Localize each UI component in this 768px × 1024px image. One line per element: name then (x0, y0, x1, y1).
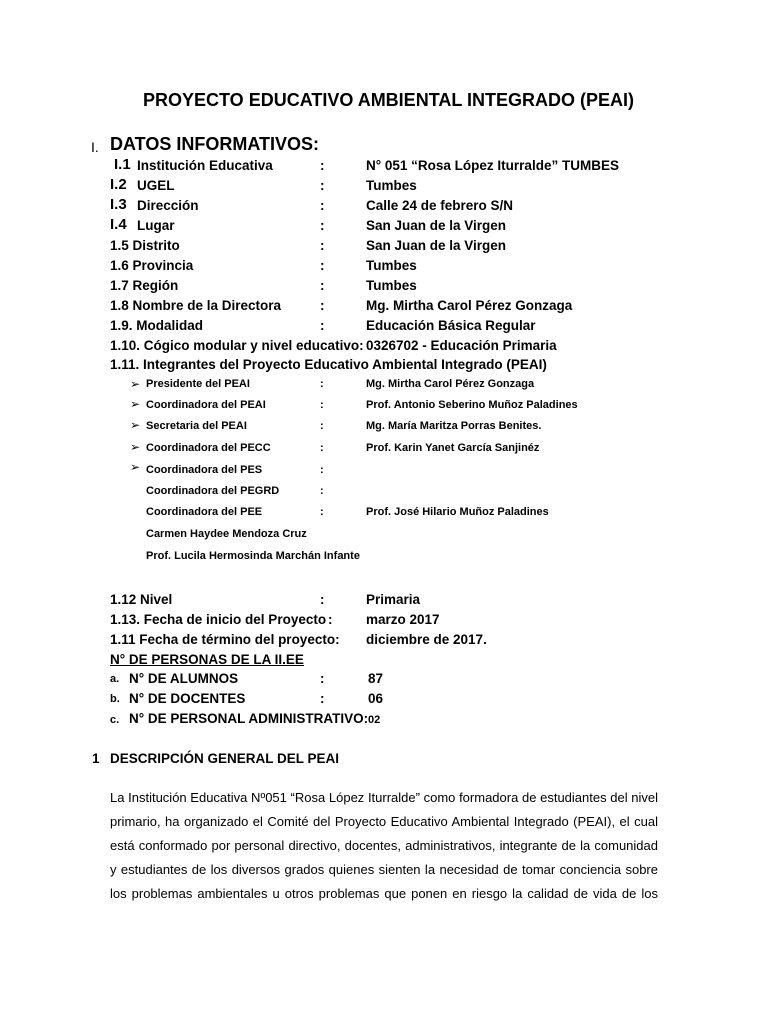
page-title: PROYECTO EDUCATIVO AMBIENTAL INTEGRADO (PEAI) (143, 90, 635, 110)
row-label: 1.10. Cógico modular y nivel educativo: (110, 338, 364, 353)
list-letter: b. (110, 693, 120, 705)
row-label: 1.12 Nivel (110, 592, 173, 607)
row-label: Lugar (137, 218, 175, 233)
arrow-bullet-icon: ➢ (130, 377, 141, 391)
row-label: 1.8 Nombre de la Directora (110, 298, 282, 313)
section-heading: DESCRIPCIÓN GENERAL DEL PEAI (110, 751, 340, 766)
row-number: I.3 (110, 196, 127, 213)
row-value: 0326702 - Educación Primaria (366, 338, 557, 353)
personas-value: 02 (368, 714, 381, 726)
personas-heading: N° DE PERSONAS DE LA II.EE (110, 652, 304, 667)
row-value: Educación Básica Regular (366, 318, 536, 333)
list-letter: a. (110, 673, 120, 685)
arrow-bullet-icon: ➢ (130, 397, 141, 411)
row-separator: : (320, 238, 325, 253)
member-role: Coordinadora del PEGRD (146, 485, 280, 497)
section-number: I. (91, 139, 99, 155)
row-label: Institución Educativa (137, 158, 273, 173)
row-value: Tumbes (366, 178, 417, 193)
member-separator: : (320, 420, 324, 432)
paragraph-line: La Institución Educativa Nº051 “Rosa López Iturralde” como formadora de estudiantes del nivel (110, 790, 658, 805)
member-role: Secretaria del PEAI (146, 420, 247, 432)
row-value: San Juan de la Virgen (366, 238, 507, 253)
row-value: N° 051 “Rosa López Iturralde” TUMBES (366, 158, 619, 173)
member-separator: : (320, 378, 324, 390)
row-label: 1.7 Región (110, 278, 179, 293)
row-label: 1.11. Integrantes del Proyecto Educativo Ambiental Integrado (PEAI) (110, 357, 547, 372)
member-separator: : (320, 485, 324, 497)
member-role: Coordinadora del PECC (146, 442, 271, 454)
member-name: Prof. Karin Yanet García Sanjinéz (366, 442, 540, 454)
row-label: 1.11 Fecha de término del proyecto: (110, 632, 340, 647)
row-number: I.4 (110, 216, 127, 233)
row-number: I.1 (114, 156, 131, 173)
personas-value: 87 (368, 671, 384, 686)
arrow-bullet-icon: ➢ (130, 460, 141, 474)
description-paragraph (110, 786, 658, 906)
arrow-bullet-icon: ➢ (130, 418, 141, 432)
personas-label: N° DE DOCENTES (129, 691, 246, 706)
row-separator: : (320, 278, 325, 293)
member-role: Coordinadora del PEAI (146, 399, 266, 411)
row-label: UGEL (137, 178, 175, 193)
row-separator: : (320, 158, 325, 173)
personas-separator: : (320, 691, 325, 706)
row-value: San Juan de la Virgen (366, 218, 507, 233)
row-label: 1.9. Modalidad (110, 318, 204, 333)
paragraph-line: primario, ha organizado el Comité del Proyecto Educativo Ambiental Integrado (PEAI), el cual (110, 814, 658, 829)
personas-separator: : (320, 671, 325, 686)
row-separator: : (320, 298, 325, 313)
row-label: Dirección (137, 198, 199, 213)
section-heading: DATOS INFORMATIVOS: (110, 134, 319, 154)
personas-value: 06 (368, 691, 384, 706)
row-separator: : (328, 612, 333, 627)
row-label: 1.6 Provincia (110, 258, 194, 273)
row-label: 1.13. Fecha de inicio del Proyecto (110, 612, 327, 627)
list-letter: c. (110, 714, 120, 726)
row-value: Calle 24 de febrero S/N (366, 198, 514, 213)
member-role: Carmen Haydee Mendoza Cruz (146, 528, 307, 540)
member-separator: : (320, 442, 324, 454)
member-separator: : (320, 464, 324, 476)
member-name: Mg. Mirtha Carol Pérez Gonzaga (366, 378, 535, 390)
row-separator: : (320, 318, 325, 333)
row-separator: : (320, 218, 325, 233)
member-role: Prof. Lucila Hermosinda Marchán Infante (146, 550, 360, 562)
row-value: Primaria (366, 592, 421, 607)
paragraph-line: y estudiantes de los diversos grados quienes sienten la necesidad de tomar conciencia sobre (110, 862, 658, 877)
row-separator: : (320, 178, 325, 193)
arrow-bullet-icon: ➢ (130, 440, 141, 454)
row-separator: : (320, 592, 325, 607)
personas-label: N° DE PERSONAL ADMINISTRATIVO: (129, 711, 369, 726)
row-value: Tumbes (366, 278, 417, 293)
section-number: 1 (92, 751, 100, 766)
row-separator: : (320, 198, 325, 213)
member-separator: : (320, 399, 324, 411)
row-label: 1.5 Distrito (110, 238, 180, 253)
member-role: Presidente del PEAI (146, 378, 250, 390)
member-role: Coordinadora del PES (146, 464, 263, 476)
member-name: Prof. Antonio Seberino Muñoz Paladines (366, 399, 578, 411)
member-name: Prof. José Hilario Muñoz Paladines (366, 506, 549, 518)
row-value: marzo 2017 (366, 612, 440, 627)
paragraph-line: está conformado por personal directivo, docentes, administrativos, integrante de la comunidad (110, 838, 658, 853)
row-value: Mg. Mirtha Carol Pérez Gonzaga (366, 298, 573, 313)
member-name: Mg. María Maritza Porras Benites. (366, 420, 542, 432)
personas-label: N° DE ALUMNOS (129, 671, 239, 686)
row-separator: : (320, 258, 325, 273)
member-role: Coordinadora del PEE (146, 506, 263, 518)
row-value: diciembre de 2017. (366, 632, 487, 647)
paragraph-line: los problemas ambientales u otros problemas que ponen en riesgo la calidad de vida de los (110, 886, 658, 901)
member-separator: : (320, 506, 324, 518)
row-number: I.2 (110, 176, 127, 193)
row-value: Tumbes (366, 258, 417, 273)
